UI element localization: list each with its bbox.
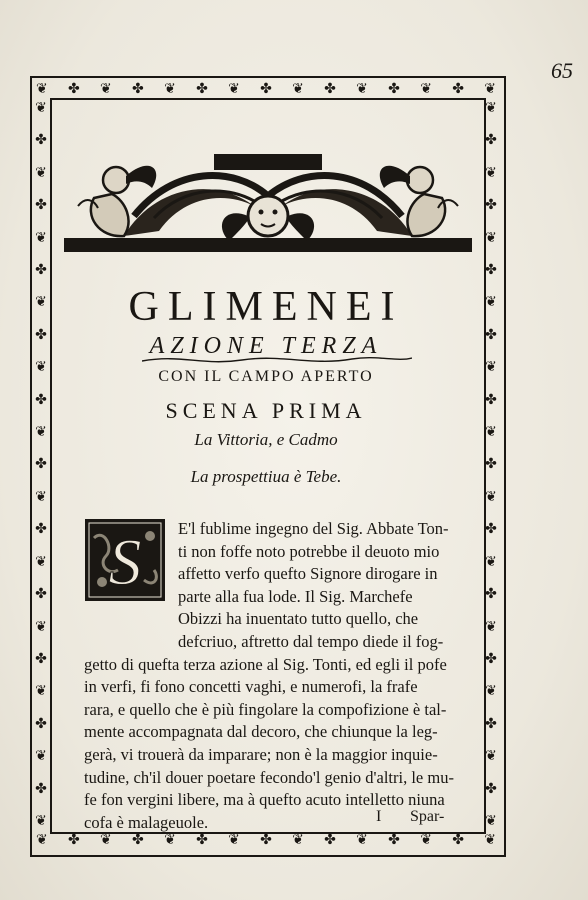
act-subtitle: CON IL CAMPO APERTO bbox=[158, 368, 374, 385]
body-line: getto di quefta terza azione al Sig. Tonti, ed egli il pofe bbox=[84, 654, 447, 674]
body-line: ti non foffe noto potrebbe il deuoto mio bbox=[178, 541, 440, 561]
body-line: parte alla fua lode. Il Sig. Marchefe bbox=[178, 586, 413, 606]
scene-heading: SCENA PRIMA bbox=[165, 398, 367, 423]
border-ornament-bottom: ❦ ✤ ❦ ✤ ❦ ✤ ❦ ✤ ❦ ✤ ❦ ✤ ❦ ✤ ❦ bbox=[36, 832, 496, 848]
border-ornament-right: ❦ ✤ ❦ ✤ ❦ ✤ ❦ ✤ ❦ ✤ ❦ ✤ ❦ ✤ ❦ ✤ ❦ ✤ ❦ ✤ ❦ ✤ ❦ bbox=[485, 101, 497, 829]
body-line: Obizzi ha inuentato tutto quello, che bbox=[178, 609, 419, 629]
page-title: GLIMENEI bbox=[128, 284, 404, 330]
catchword: Spar- bbox=[410, 808, 445, 825]
page-footer bbox=[60, 808, 472, 828]
border-ornament-top: ❦ ✤ ❦ ✤ ❦ ✤ ❦ ✤ ❦ ✤ ❦ ✤ ❦ ✤ ❦ bbox=[36, 81, 496, 97]
body-line: fe fon vergini libere, ma à quefto acuto intelletto niuna bbox=[84, 790, 445, 810]
body-line: cofa è malageuole. bbox=[84, 812, 209, 832]
cherub-headpiece-woodcut bbox=[64, 146, 472, 258]
body-line: affetto verfo quefto Signore dirogare in bbox=[178, 564, 438, 584]
setting-line: La prospettiua è Tebe. bbox=[190, 467, 342, 486]
signature-mark: I bbox=[376, 808, 382, 825]
svg-text:S: S bbox=[108, 526, 142, 599]
body-line: gerà, vi trouerà da imparare; non è la maggior inquie- bbox=[84, 744, 438, 764]
body-paragraph bbox=[84, 518, 482, 834]
body-line: E'l fublime ingegno del Sig. Abbate Ton- bbox=[178, 519, 449, 538]
act-heading: AZIONE TERZA bbox=[149, 333, 383, 359]
body-line: tudine, ch'il douer poetare fecondo'l genio d'altri, le mu- bbox=[84, 767, 454, 787]
body-line: mente accompagnata dal decoro, che chiunque la leg- bbox=[84, 722, 438, 742]
act-flourish bbox=[142, 352, 412, 366]
body-line: defcriuo, aftretto dal tempo diede il fog- bbox=[178, 631, 444, 651]
characters-line: La Vittoria, e Cadmo bbox=[194, 430, 338, 449]
page-number: 65 bbox=[551, 58, 573, 83]
body-line: in verfi, fi fono concetti vaghi, e numerofi, la frafe bbox=[84, 677, 418, 697]
border-ornament-left: ❦ ✤ ❦ ✤ ❦ ✤ ❦ ✤ ❦ ✤ ❦ ✤ ❦ ✤ ❦ ✤ ❦ ✤ ❦ ✤ ❦ ✤ ❦ bbox=[35, 101, 47, 829]
body-line: rara, e quello che è più fingolare la compofizione è tal- bbox=[84, 699, 447, 719]
